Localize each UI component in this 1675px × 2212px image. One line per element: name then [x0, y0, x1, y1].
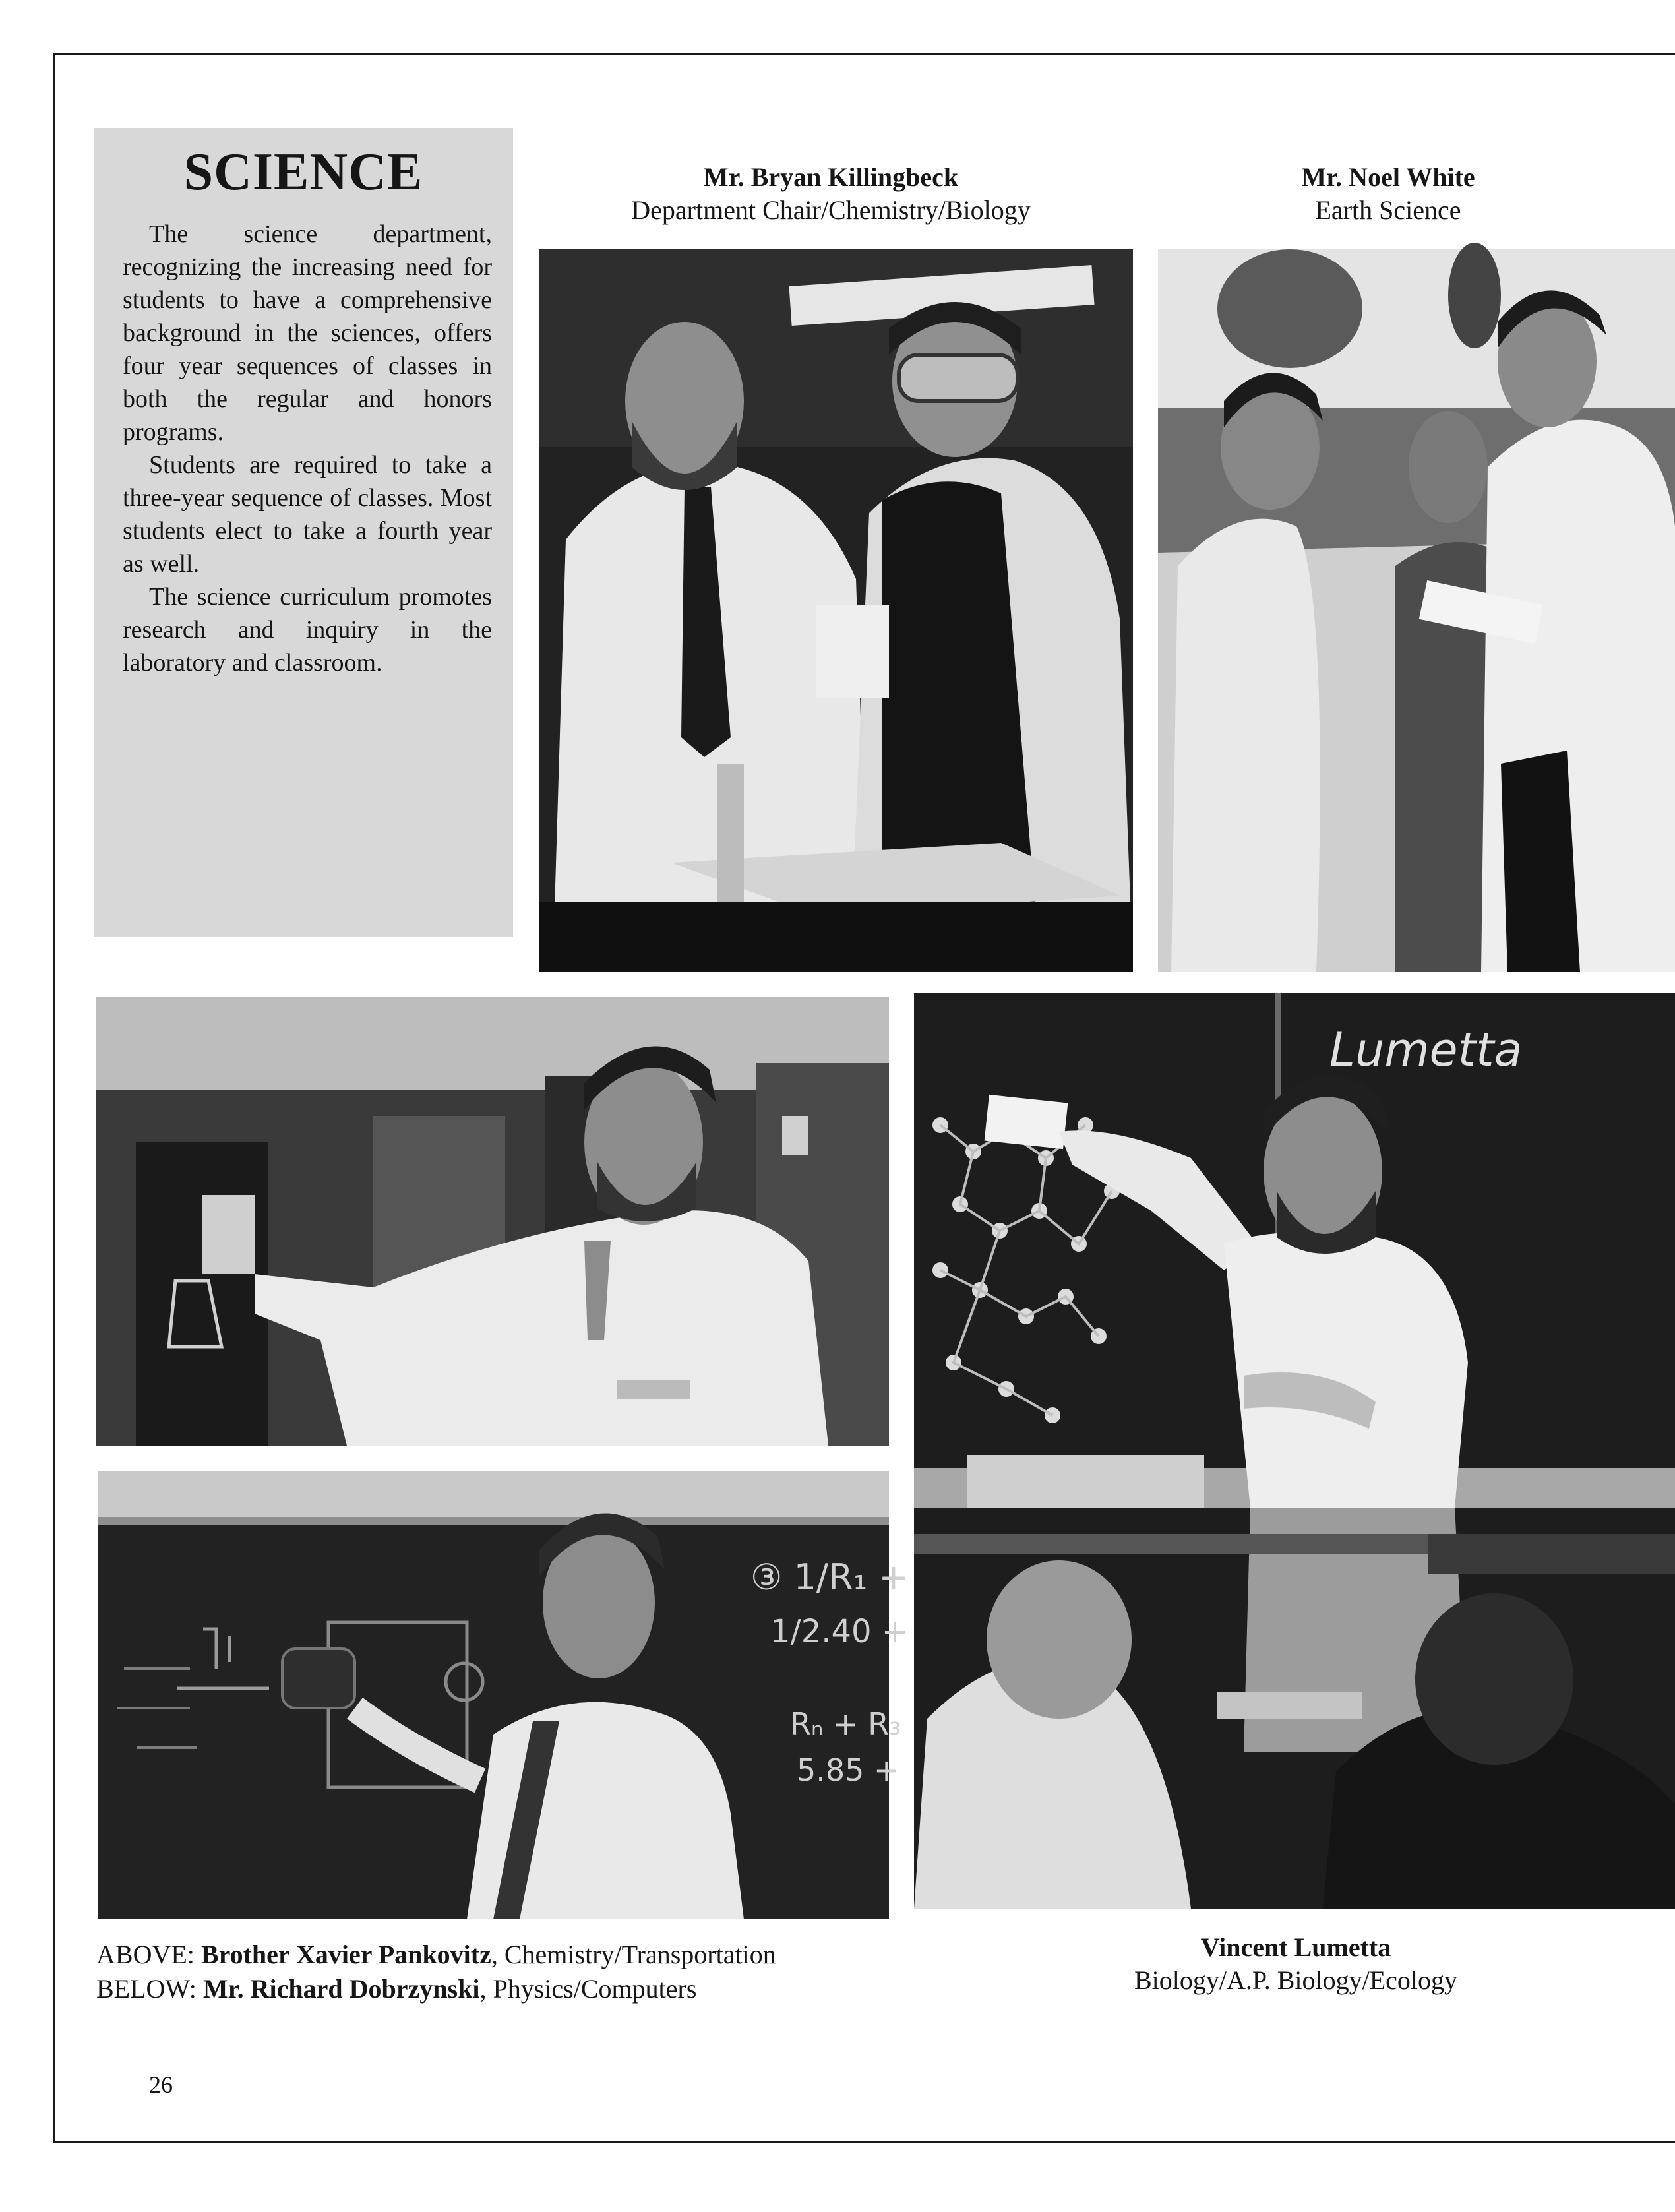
caption-name: Vincent Lumetta: [1200, 1932, 1391, 1962]
biology-classroom-illustration: [914, 993, 1675, 1909]
board-text: Rₙ + R₃: [790, 1706, 901, 1742]
caption-above: [96, 1938, 901, 1972]
caption-name: Mr. Noel White: [1301, 162, 1475, 192]
caption-killingbeck: [547, 161, 1114, 227]
board-text: Lumetta: [1329, 1023, 1523, 1077]
board-text: 1/2.40 +: [770, 1613, 909, 1650]
caption-name: Mr. Richard Dobrzynski: [202, 1974, 480, 2004]
caption-below: [96, 1972, 901, 2006]
photo-white-outdoors: [1158, 249, 1675, 972]
photo-killingbeck-lab: [539, 249, 1133, 972]
caption-white: [1200, 161, 1576, 227]
page-number: 26: [149, 2072, 173, 2098]
caption-name: Mr. Bryan Killingbeck: [703, 162, 959, 192]
caption-above-below: [96, 1938, 901, 2006]
caption-role: , Physics/Computers: [479, 1974, 697, 2004]
intro-paragraph: The science curriculum promotes research and inquiry in the laboratory and classroom.: [123, 583, 492, 677]
outdoor-scene-illustration: [1158, 249, 1675, 972]
photo-lumetta: [914, 993, 1675, 1909]
photo-dobrzynski: [98, 1471, 909, 1919]
caption-name: Brother Xavier Pankovitz: [200, 1940, 491, 1969]
intro-paragraph: Students are required to take a three-year sequence of classes. Most students elect to take a fourth year as well.: [123, 451, 492, 578]
lab-scene-illustration: [539, 249, 1133, 972]
caption-role: Earth Science: [1315, 195, 1461, 225]
board-text: 5.85 +: [797, 1752, 899, 1788]
classroom-scene-illustration: [96, 997, 889, 1446]
caption-label: BELOW:: [96, 1974, 197, 2004]
caption-lumetta: [1016, 1931, 1576, 1997]
caption-role: , Chemistry/Transportation: [491, 1940, 776, 1969]
intro-text: [123, 218, 492, 679]
section-title: SCIENCE: [183, 143, 423, 201]
caption-role: Department Chair/Chemistry/Biology: [631, 195, 1031, 225]
intro-panel: [94, 128, 513, 937]
caption-role: Biology/A.P. Biology/Ecology: [1134, 1965, 1458, 1995]
board-text: ③ 1/R₁ +: [750, 1556, 909, 1598]
intro-paragraph: The science department, recognizing the increasing need for students to have a comprehensive background in the sciences, offers four year sequences of classes in both the regular and honors programs.: [123, 220, 492, 446]
photo-pankovitz: [96, 997, 889, 1446]
caption-label: ABOVE:: [96, 1940, 195, 1969]
physics-blackboard-illustration: [98, 1471, 909, 1919]
